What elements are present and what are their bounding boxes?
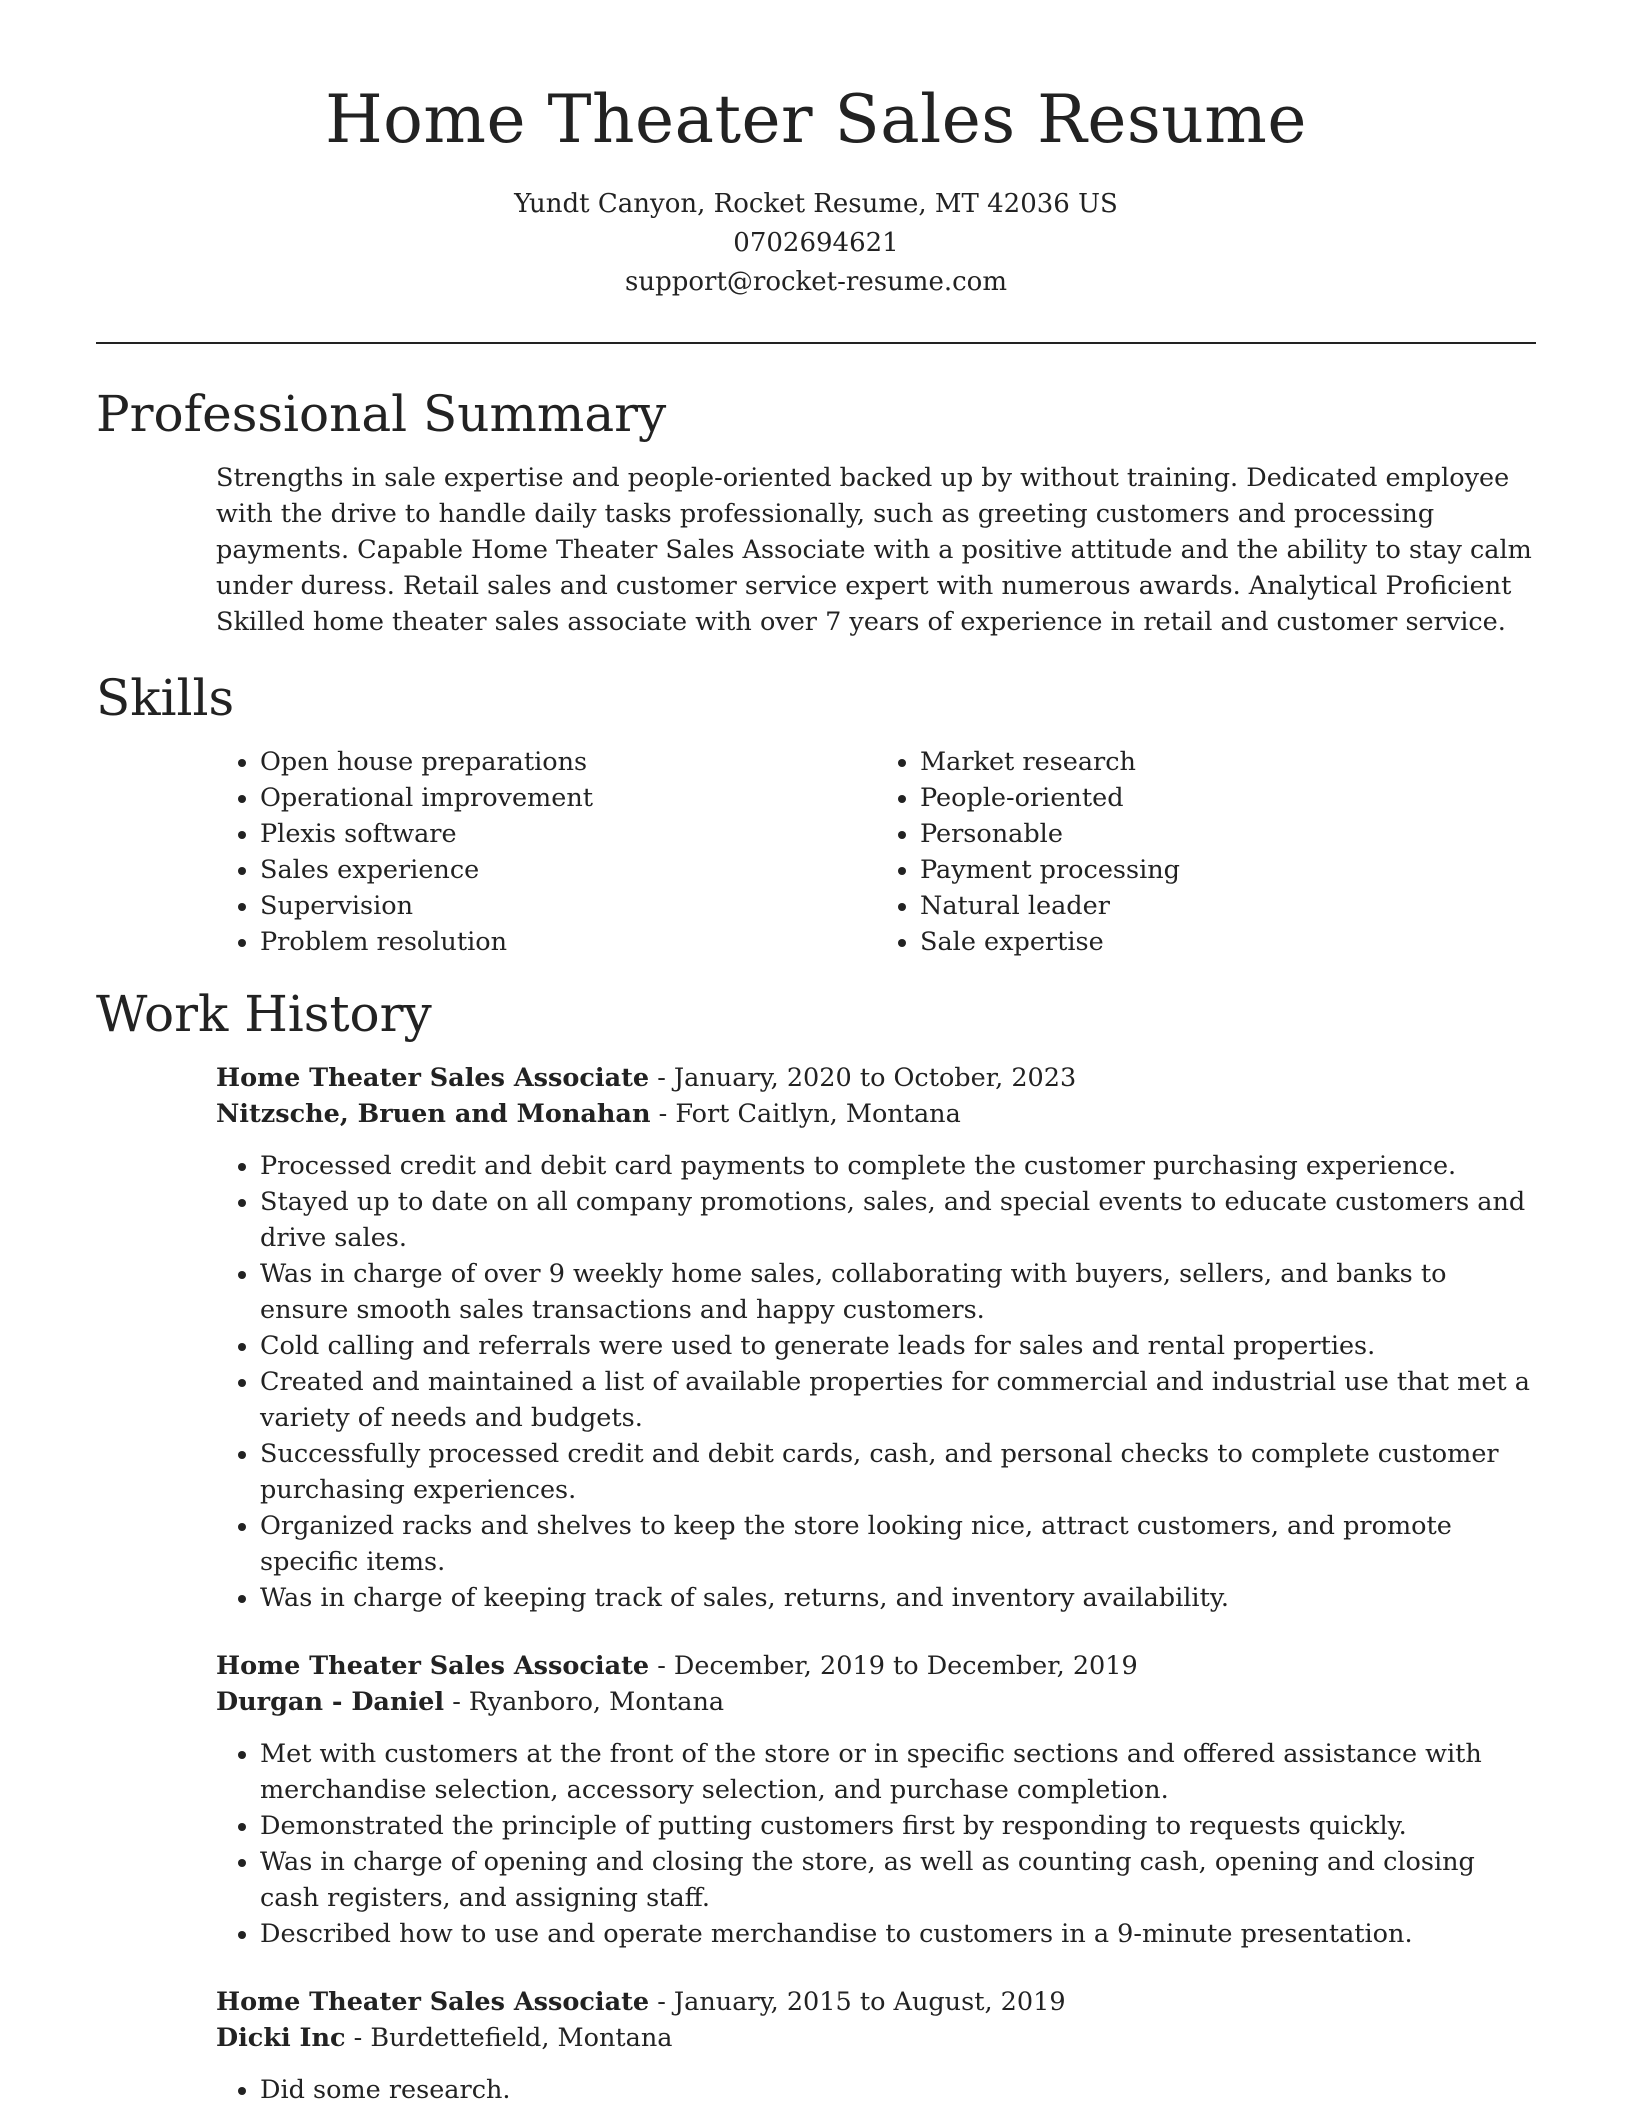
skill-item: • Personable	[920, 816, 1536, 852]
duty-item: • Met with customers at the front of the store or in specific sections and offered assistance with merchandise selection, accessory selection, and purchase completion.	[260, 1736, 1536, 1808]
skills-heading: Skills	[96, 669, 235, 728]
duty-item: • Processed credit and debit card payments to complete the customer purchasing experience.	[260, 1148, 1536, 1184]
job-entry	[216, 1648, 1536, 1952]
contact-address: Yundt Canyon, Rocket Resume, MT 42036 US	[514, 189, 1118, 220]
job-dates: - January, 2020 to October, 2023	[649, 1063, 1077, 1094]
job-company-line	[216, 1096, 1536, 1132]
skill-item: • People-oriented	[920, 780, 1536, 816]
skills-section	[96, 668, 1536, 960]
skill-item: • Open house preparations	[260, 744, 876, 780]
work-history-heading: Work History	[96, 985, 432, 1044]
duty-item: • Organized racks and shelves to keep the store looking nice, attract customers, and promote specific items.	[260, 1508, 1536, 1580]
job-location: - Burdettefield, Montana	[345, 2023, 673, 2054]
duty-item: • Cold calling and referrals were used to generate leads for sales and rental properties.	[260, 1328, 1536, 1364]
skill-item: • Supervision	[260, 888, 876, 924]
skill-item: • Market research	[920, 744, 1536, 780]
header-divider	[96, 342, 1536, 344]
duty-item: • Described how to use and operate merchandise to customers in a 9-minute presentation.	[260, 1916, 1536, 1952]
job-duties	[216, 1736, 1536, 1952]
job-title-line	[216, 1984, 1536, 2020]
work-history-section	[96, 984, 1536, 2108]
job-location: - Ryanboro, Montana	[444, 1687, 725, 1718]
resume-header	[96, 80, 1536, 302]
job-company: Nitzsche, Bruen and Monahan	[216, 1099, 651, 1130]
job-entry	[216, 1984, 1536, 2108]
skill-item: • Plexis software	[260, 816, 876, 852]
job-company-line	[216, 2020, 1536, 2056]
skill-item: • Sale expertise	[920, 924, 1536, 960]
job-duties	[216, 2072, 1536, 2108]
skill-item: • Natural leader	[920, 888, 1536, 924]
duty-item: • Was in charge of opening and closing the store, as well as counting cash, opening and closing cash registers, and assigning staff.	[260, 1844, 1536, 1916]
job-title-line	[216, 1060, 1536, 1096]
contact-block	[96, 185, 1536, 302]
job-title: Home Theater Sales Associate	[216, 1063, 650, 1094]
duty-item: • Was in charge of over 9 weekly home sales, collaborating with buyers, sellers, and banks to ensure smooth sales transactions and happy customers.	[260, 1256, 1536, 1328]
job-entry	[216, 1060, 1536, 1616]
contact-email: support@rocket-resume.com	[624, 267, 1007, 298]
skill-item: • Problem resolution	[260, 924, 876, 960]
duty-item: • Was in charge of keeping track of sales, returns, and inventory availability.	[260, 1580, 1536, 1616]
duty-item: • Stayed up to date on all company promotions, sales, and special events to educate customers and drive sales.	[260, 1184, 1536, 1256]
job-company: Dicki Inc	[216, 2023, 346, 2054]
summary-section	[96, 384, 1536, 640]
job-title: Home Theater Sales Associate	[216, 1651, 650, 1682]
job-title-line	[216, 1648, 1536, 1684]
job-dates: - December, 2019 to December, 2019	[649, 1651, 1138, 1682]
job-location: - Fort Caitlyn, Montana	[650, 1099, 961, 1130]
duty-item: • Created and maintained a list of available properties for commercial and industrial use that met a variety of needs and budgets.	[260, 1364, 1536, 1436]
skill-item: • Sales experience	[260, 852, 876, 888]
job-title: Home Theater Sales Associate	[216, 1987, 650, 2018]
summary-heading: Professional Summary	[96, 385, 667, 444]
duty-item: • Demonstrated the principle of putting customers first by responding to requests quickly.	[260, 1808, 1536, 1844]
resume-title: Home Theater Sales Resume	[325, 81, 1307, 158]
job-duties	[216, 1148, 1536, 1616]
skill-item: • Payment processing	[920, 852, 1536, 888]
duty-item: • Did some research.	[260, 2072, 1536, 2108]
job-company: Durgan - Daniel	[216, 1687, 445, 1718]
duty-item: • Successfully processed credit and debit cards, cash, and personal checks to complete customer purchasing experiences.	[260, 1436, 1536, 1508]
summary-text: Strengths in sale expertise and people-oriented backed up by without training. Dedicated employee with the drive to handle daily tasks professionally, such as greeting customers and processing payments. Capable Home Theater Sales Associate with a positive attitude and the ability to stay calm under duress. Retail sales and customer service expert with numerous awards. Analytical Proficient Skilled home theater sales associate with over 7 years of experience in retail and customer service.	[216, 463, 1532, 638]
skill-item: • Operational improvement	[260, 780, 876, 816]
skills-column-left	[216, 744, 876, 960]
skills-grid	[216, 744, 1536, 960]
job-dates: - January, 2015 to August, 2019	[649, 1987, 1066, 2018]
contact-phone: 0702694621	[733, 228, 899, 259]
job-company-line	[216, 1684, 1536, 1720]
skills-column-right	[876, 744, 1536, 960]
